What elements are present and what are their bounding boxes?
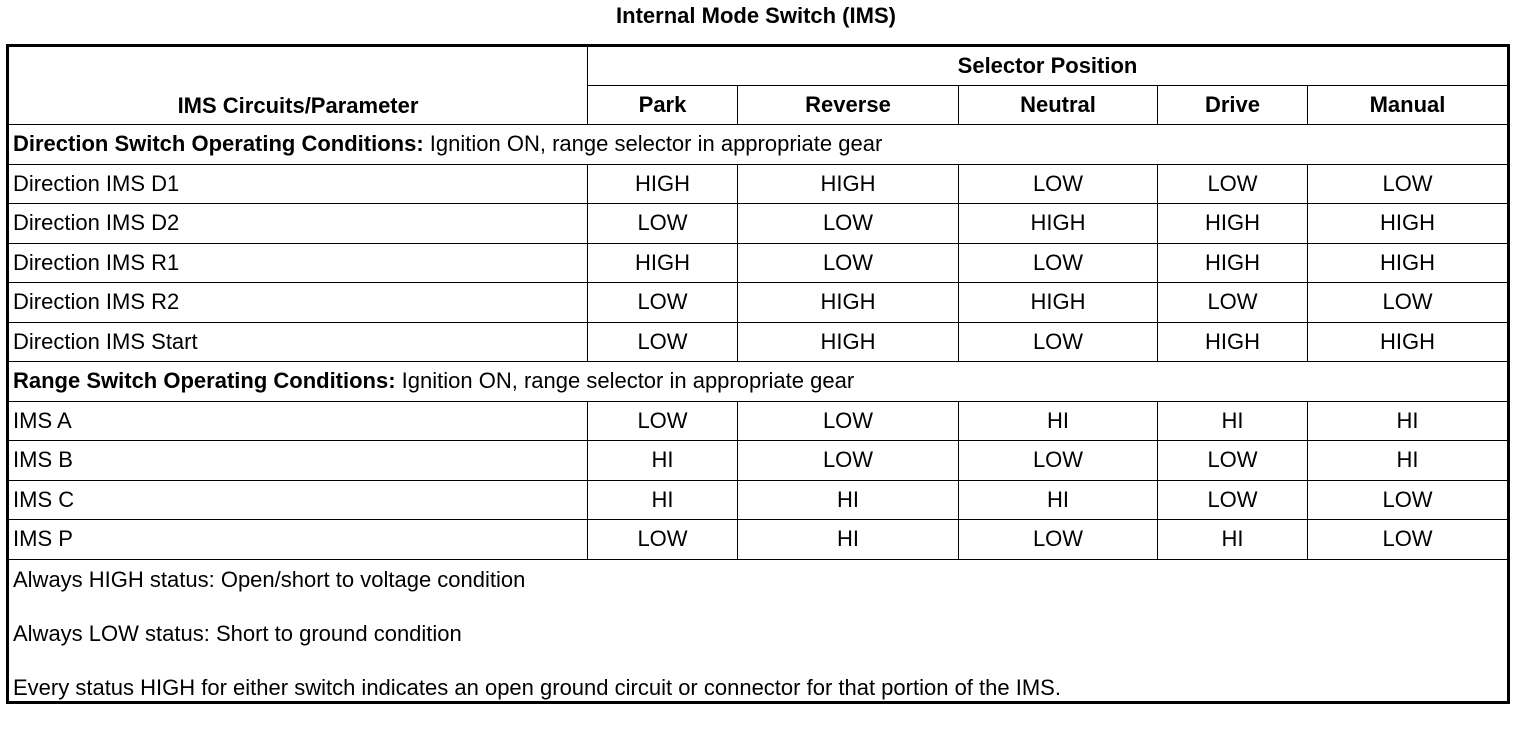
cell-value: LOW [959,441,1158,481]
cell-value: HI [1158,401,1308,441]
cell-value: LOW [1308,283,1509,323]
cell-value: LOW [1308,520,1509,560]
cell-value: HI [738,480,959,520]
cell-value: LOW [588,204,738,244]
position-header-manual: Manual [1308,85,1509,125]
row-name: Direction IMS D1 [8,164,588,204]
row-name: IMS C [8,480,588,520]
table-row [8,441,1509,481]
cell-value: HI [1308,401,1509,441]
cell-value: LOW [959,520,1158,560]
cell-value: HI [1158,520,1308,560]
cell-value: HI [588,441,738,481]
cell-value: LOW [1158,164,1308,204]
note-always-low: Always LOW status: Short to ground condition [13,620,462,646]
cell-value: HIGH [1158,322,1308,362]
notes-cell [8,559,1509,702]
row-name: Direction IMS R2 [8,283,588,323]
cell-value: LOW [959,164,1158,204]
cell-value: HIGH [738,283,959,323]
param-header: IMS Circuits/Parameter [8,46,588,125]
cell-value: LOW [1158,441,1308,481]
range-section-label: Range Switch Operating Conditions: [13,368,396,394]
header-row-group [8,46,1509,86]
row-name: Direction IMS Start [8,322,588,362]
cell-value: HI [959,480,1158,520]
cell-value: LOW [1308,164,1509,204]
note-every-high: Every status HIGH for either switch indicates an open ground circuit or connector for that portion of the IMS. [13,674,1061,700]
cell-value: LOW [588,322,738,362]
cell-value: HIGH [738,164,959,204]
cell-value: LOW [738,441,959,481]
selector-position-header: Selector Position [588,46,1509,86]
range-section-cell [8,362,1509,402]
direction-section-text: Ignition ON, range selector in appropriate gear [423,131,883,157]
table-row [8,401,1509,441]
table-row [8,204,1509,244]
row-name: Direction IMS D2 [8,204,588,244]
cell-value: HIGH [1308,243,1509,283]
cell-value: HIGH [588,164,738,204]
notes-row [8,559,1509,702]
cell-value: HIGH [738,322,959,362]
cell-value: HIGH [1158,243,1308,283]
ims-table [6,44,1510,704]
cell-value: LOW [738,204,959,244]
note-always-high: Always HIGH status: Open/short to voltage condition [13,566,526,592]
section-row-range [8,362,1509,402]
cell-value: HIGH [1158,204,1308,244]
table-row [8,322,1509,362]
cell-value: HI [959,401,1158,441]
row-name: IMS P [8,520,588,560]
direction-section-label: Direction Switch Operating Conditions: [13,131,424,157]
table-row [8,480,1509,520]
cell-value: LOW [1158,480,1308,520]
cell-value: HIGH [1308,322,1509,362]
table-row [8,164,1509,204]
table-row [8,283,1509,323]
cell-value: LOW [588,520,738,560]
cell-value: LOW [738,243,959,283]
position-header-park: Park [588,85,738,125]
row-name: Direction IMS R1 [8,243,588,283]
cell-value: HIGH [959,283,1158,323]
cell-value: HIGH [1308,204,1509,244]
range-section-text: Ignition ON, range selector in appropriate gear [395,368,855,394]
cell-value: HI [588,480,738,520]
table-row [8,520,1509,560]
table-title: Internal Mode Switch (IMS) [616,3,896,28]
cell-value: HIGH [959,204,1158,244]
cell-value: LOW [588,401,738,441]
table-row [8,243,1509,283]
cell-value: LOW [588,283,738,323]
row-name: IMS B [8,441,588,481]
row-name: IMS A [8,401,588,441]
direction-section-cell [8,125,1509,165]
position-header-neutral: Neutral [959,85,1158,125]
cell-value: LOW [738,401,959,441]
cell-value: HIGH [588,243,738,283]
position-header-drive: Drive [1158,85,1308,125]
section-row-direction [8,125,1509,165]
cell-value: HI [1308,441,1509,481]
cell-value: LOW [1158,283,1308,323]
cell-value: LOW [1308,480,1509,520]
cell-value: LOW [959,243,1158,283]
cell-value: HI [738,520,959,560]
cell-value: LOW [959,322,1158,362]
position-header-reverse: Reverse [738,85,959,125]
